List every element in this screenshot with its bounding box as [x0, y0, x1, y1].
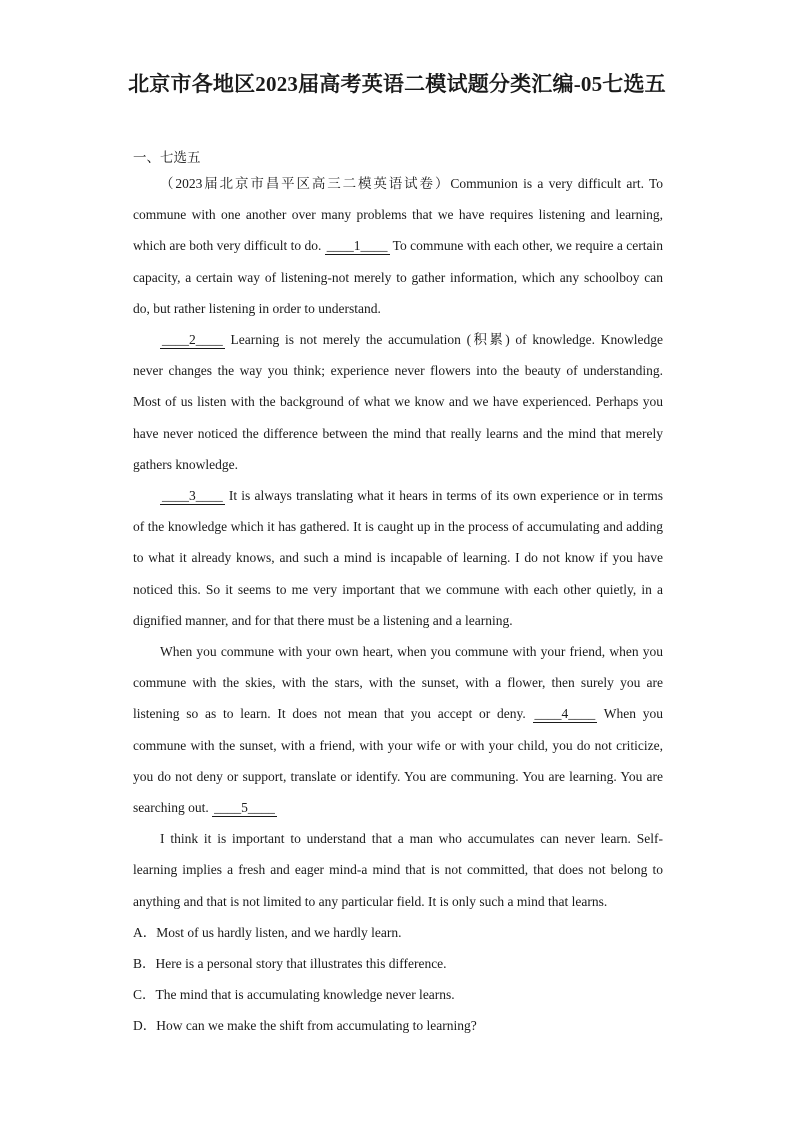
option-b-letter: B．: [133, 956, 156, 972]
option-c: [133, 979, 663, 1010]
paragraph-4: [133, 636, 663, 823]
paragraph-3-text: It is always translating what it hears in terms of its own experience or in terms of the knowledge which it has gathered. It is caught up in the process of accumulating and adding to what it already knows, and such a mind is incapable of learning. I do not know if you have noticed this. So it seems to me very important that we commune with each other quietly, in a dignified manner, and for that there must be a listening and a learning.: [133, 488, 664, 628]
paragraph-3: [133, 480, 663, 636]
paragraph-4-text-b: When you commune with the sunset, with a friend, with your wife or with your child, you do not criticize, you do not deny or support, translate or identify. You are communing. You are learning. You are searching out.: [133, 706, 664, 816]
option-d-letter: D．: [133, 1018, 157, 1034]
paragraph-2-text: Learning is not merely the accumulation (积累) of knowledge. Knowledge never changes the way you think; experience never flowers into the beauty of understanding. Most of us listen with the background of what we know and we have experienced. Perhaps you have never noticed the difference between the mind that really learns and the mind that merely gathers knowledge.: [133, 332, 664, 472]
option-d-text: How can we make the shift from accumulating to learning?: [156, 1018, 477, 1034]
blank-4[interactable]: ____4____: [534, 706, 596, 722]
paragraph-1: [133, 168, 663, 324]
blank-1[interactable]: ____1____: [326, 238, 388, 254]
passage-body: [133, 168, 663, 1042]
option-a: [133, 917, 663, 948]
paragraph-5: I think it is important to understand that a man who accumulates can never learn. Self-learning implies a fresh and eager mind-a mind that is not committed, that does not belong to anything and that is not limited to any particular field. It is only such a mind that learns.: [133, 831, 663, 909]
blank-5[interactable]: ____5____: [214, 800, 275, 816]
option-b: [133, 948, 663, 979]
option-b-text: Here is a personal story that illustrates this difference.: [155, 956, 447, 972]
blank-2[interactable]: ____2____: [162, 332, 223, 348]
paragraph-4-text-a: When you commune with your own heart, when you commune with your friend, when you commune with the skies, with the stars, with the sunset, with a flower, then surely you are listening so as to learn. It does not mean that you accept or deny.: [133, 644, 663, 722]
paragraph-1-text-b: To commune with each other, we require a certain capacity, a certain way of listening-not merely to gather information, which any schoolboy can do, but rather listening in order to understand.: [133, 238, 663, 316]
paragraph-1-text-a: Communion is a very difficult art. To commune with one another over many problems that we have requires listening and learning, which are both very difficult to do.: [133, 176, 664, 254]
option-d: [133, 1010, 663, 1041]
option-a-letter: A．: [133, 924, 157, 940]
blank-3[interactable]: ____3____: [162, 488, 223, 504]
paragraph-2: [133, 324, 663, 480]
option-c-letter: C．: [133, 987, 156, 1003]
option-a-text: Most of us hardly listen, and we hardly learn.: [156, 924, 402, 940]
source-note: （2023届北京市昌平区高三二模英语试卷）: [160, 176, 451, 191]
option-c-text: The mind that is accumulating knowledge never learns.: [155, 987, 455, 1003]
document-title: 北京市各地区2023届高考英语二模试题分类汇编-05七选五: [128, 72, 666, 96]
section-heading: 一、七选五: [133, 150, 201, 165]
